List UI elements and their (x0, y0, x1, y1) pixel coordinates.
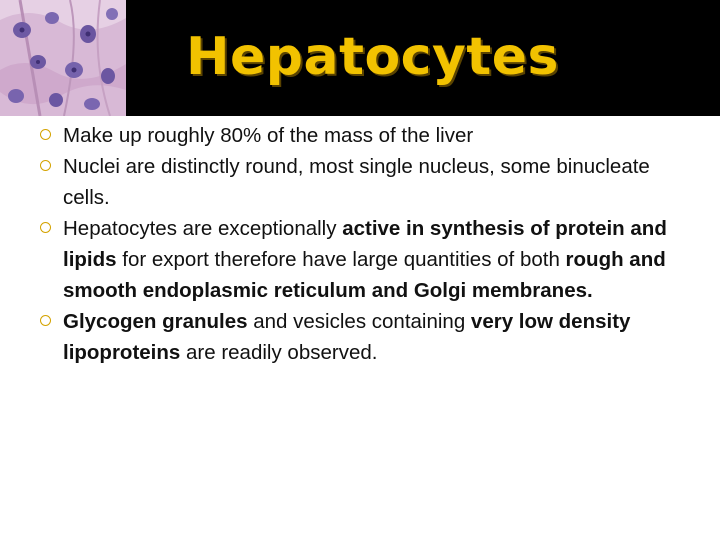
hollow-circle-icon (40, 315, 51, 326)
bullet-text: Nuclei are distinctly round, most single nucleus, some binucleate cells. (63, 155, 650, 209)
bullet-text: Hepatocytes are exceptionally (63, 217, 343, 240)
bullet-item (38, 151, 698, 213)
hollow-circle-icon (40, 129, 51, 140)
histology-image (0, 0, 126, 116)
bullet-text-bold: Glycogen granules (63, 310, 248, 333)
bullet-item (38, 306, 698, 368)
bullet-text-bold: rough and smooth endoplasmic reticulum and Golgi membranes. (63, 248, 666, 302)
slide-title: Hepatocytes (186, 27, 559, 87)
title-bar (0, 0, 720, 116)
bullet-text-bold: active in synthesis of protein and lipids (63, 217, 667, 271)
bullet-text-bold: very low density lipoproteins (63, 310, 631, 364)
bullet-list (38, 120, 698, 368)
bullet-text: Make up roughly 80% of the mass of the liver (63, 124, 474, 147)
bullet-text: and vesicles containing (247, 310, 471, 333)
hollow-circle-icon (40, 222, 51, 233)
bullet-text: are readily observed. (180, 341, 378, 364)
bullet-item (38, 120, 698, 151)
bullet-text: for export therefore have large quantities of both (116, 248, 566, 271)
bullet-item (38, 213, 698, 306)
hollow-circle-icon (40, 160, 51, 171)
